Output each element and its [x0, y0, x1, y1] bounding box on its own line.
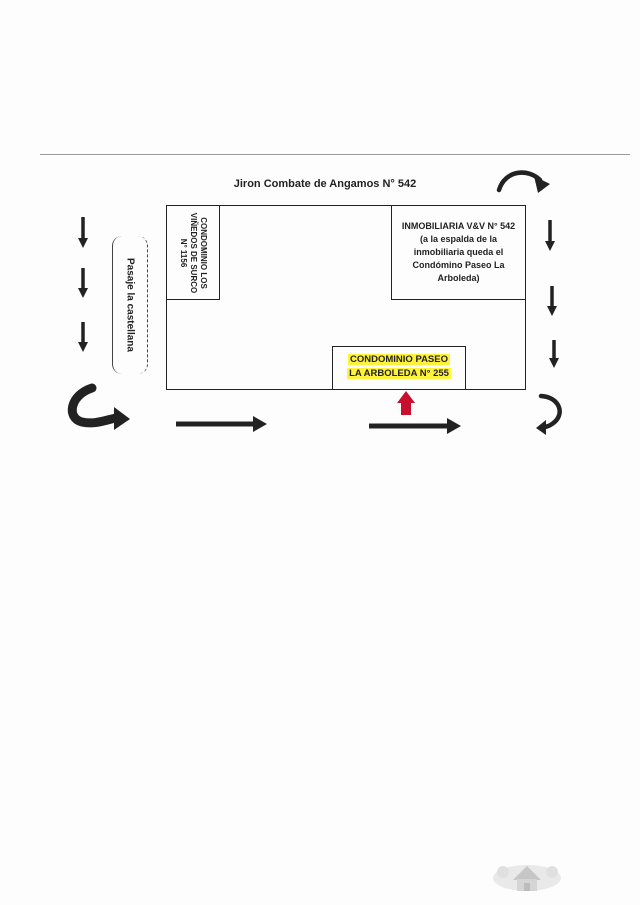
- passage-label: Pasaje la castellana: [124, 258, 136, 352]
- inmobiliaria-line-4: Condómino Paseo La: [412, 260, 505, 270]
- building-los-vinedos-line-1: CONDOMINIO LOS: [199, 216, 208, 289]
- house-logo-icon: [493, 865, 561, 891]
- arboleda-line-2: LA ARBOLEDA N° 255: [349, 368, 449, 379]
- u-turn-icon: [72, 388, 130, 430]
- arrow-down-icon: [78, 217, 88, 248]
- arrow-right-icon: [369, 418, 461, 434]
- street-label-top: Jiron Combate de Angamos N° 542: [233, 178, 417, 190]
- arboleda-line-1: CONDOMINIO PASEO: [350, 354, 448, 365]
- arrow-down-icon: [78, 322, 88, 352]
- u-turn-icon: [536, 396, 560, 435]
- inmobiliaria-line-2: (a la espalda de la: [419, 234, 498, 244]
- arrow-down-icon: [545, 220, 555, 251]
- arrow-down-icon: [549, 340, 559, 368]
- inmobiliaria-line-5: Arboleda): [437, 273, 480, 283]
- arrow-right-icon: [176, 416, 267, 432]
- inmobiliaria-line-3: inmobiliaria queda el: [413, 247, 504, 257]
- building-los-vinedos-line-3: N° 1156: [179, 238, 188, 267]
- building-los-vinedos-line-2: VIÑEDOS DE SURCO: [189, 212, 198, 293]
- arrow-down-icon: [547, 286, 557, 316]
- up-arrow-icon: [397, 391, 415, 415]
- inmobiliaria-line-1: INMOBILIARIA V&V N° 542: [401, 221, 516, 231]
- arrow-down-icon: [78, 268, 88, 298]
- u-turn-icon: [499, 173, 550, 193]
